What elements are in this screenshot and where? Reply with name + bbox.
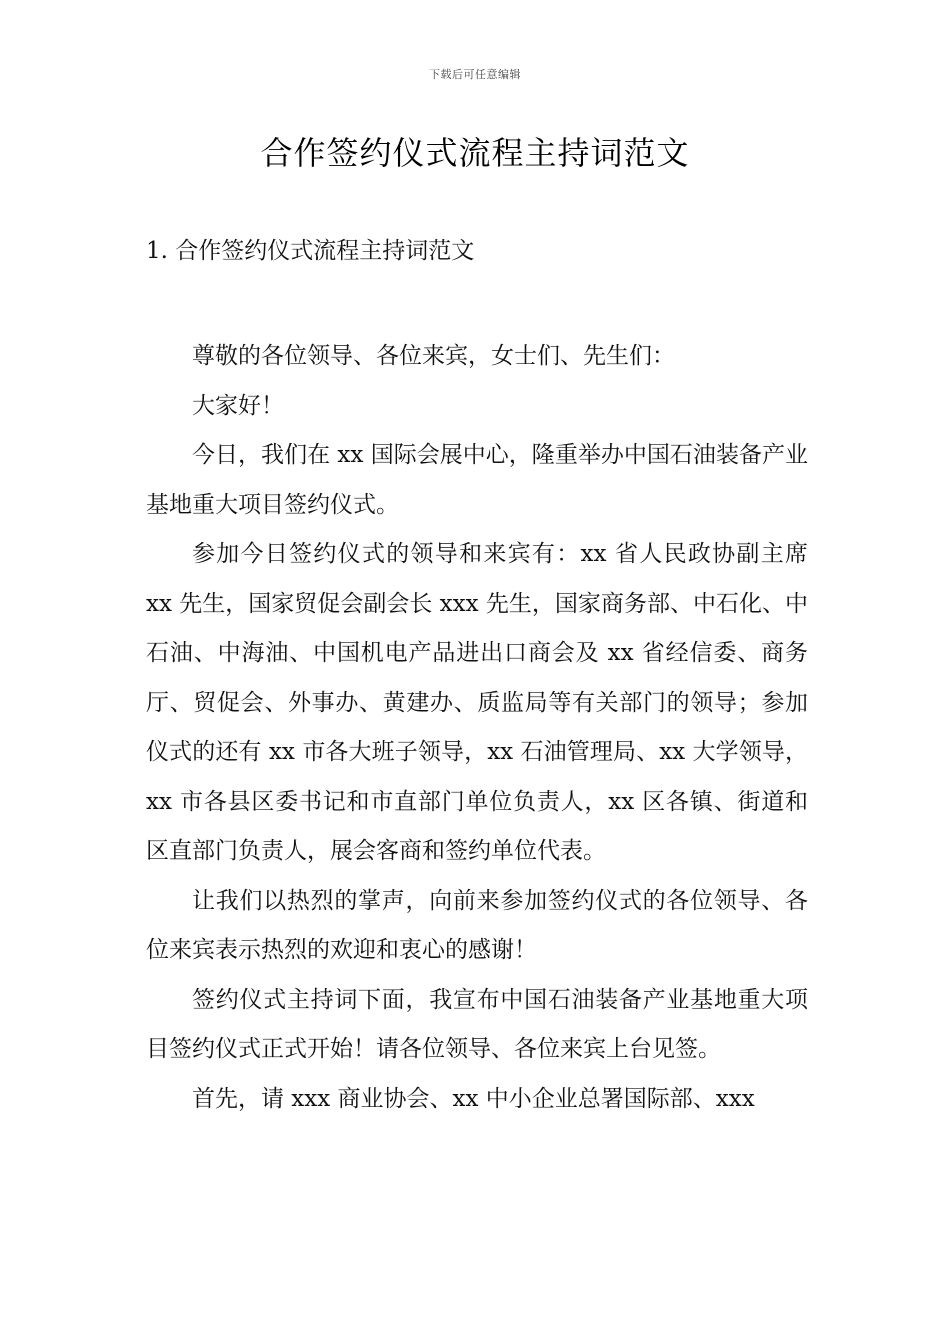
paragraph-opening: 签约仪式主持词下面，我宣布中国石油装备产业基地重大项目签约仪式正式开始！请各位领导、各位来宾上台见签。 (146, 986, 808, 1062)
paragraph-attendees: 参加今日签约仪式的领导和来宾有：xx 省人民政协副主席 xx 先生，国家贸促会副会长 xxx 先生，国家商务部、中石化、中石油、中海油、中国机电产品进出口商会及 xx 省经信委、商务厅、贸促会、外事办、黄建办、质监局等有关部门的领导；参加仪式的还有 xx 市各大班子领导，xx 石油管理局、xx 大学领导，xx 市各县区委书记和市直部门单位负责人，xx 区各镇、街道和区直部门负责人，展会客商和签约单位代表。 (146, 541, 808, 864)
paragraph-event-intro: 今日，我们在 xx 国际会展中心，隆重举办中国石油装备产业基地重大项目签约仪式。 (146, 442, 808, 518)
body-text (146, 332, 808, 1124)
page-title: 合作签约仪式流程主持词范文 (260, 134, 690, 172)
paragraph-greeting: 尊敬的各位领导、各位来宾，女士们、先生们： (192, 343, 675, 369)
section-heading: 1. 合作签约仪式流程主持词范文 (146, 238, 475, 264)
paragraph-hello: 大家好！ (192, 392, 284, 419)
header-note: 下载后可任意编辑 (429, 68, 521, 81)
paragraph-welcome: 让我们以热烈的掌声，向前来参加签约仪式的各位领导、各位来宾表示热烈的欢迎和衷心的感谢！ (146, 887, 808, 963)
paragraph-first-signing: 首先，请 xxx 商业协会、xx 中小企业总署国际部、xxx (192, 1085, 755, 1112)
